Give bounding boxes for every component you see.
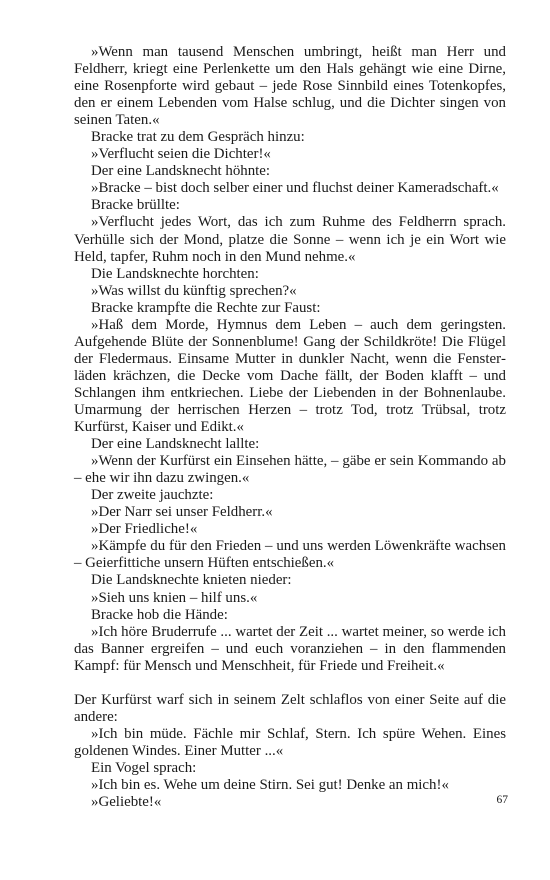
paragraph: Die Landsknechte knieten nieder: [91, 572, 292, 589]
paragraph: »Was willst du künftig sprechen?« [91, 282, 297, 299]
paragraph: Bracke krampfte die Rechte zur Faust: [91, 299, 321, 316]
paragraph: »Wenn der Kurfürst ein Einsehen hätte, – gäbe er sein Kommando ab – ehe wir ihn dazu zwingen.« [74, 453, 506, 487]
paragraph: Der zweite jauchzte: [91, 487, 214, 504]
page-body [74, 44, 506, 811]
paragraph: Die Landsknechte horchten: [91, 265, 259, 282]
paragraph: »Ich höre Bruderrufe ... wartet der Zeit ... wartet meiner, so werde ich das Banner ergreifen – und euch voranziehen – in den flammenden Kampf: für Mensch und Menschheit, für Friede und Freiheit.« [74, 623, 506, 674]
section-break [74, 675, 506, 692]
paragraph: »Kämpfe du für den Frieden – und uns werden Löwenkräfte wachsen – Geierfittiche unsern Hüften entschießen.« [74, 538, 506, 572]
paragraph: Der eine Landsknecht höhnte: [91, 163, 271, 180]
paragraph: »Haß dem Morde, Hymnus dem Leben – auch dem geringsten. Aufgehende Blüte der Sonnenblume! Gang der Schildkröte! Die Flügel der Fledermaus. Einsame Mutter in dunkler Nacht, wenn die Fensterläden krächzen, die Decke vom Dache fällt, der Boden klafft – und Schlangen ihm entkriechen. Liebe der Liebenden in der Bohnenlaube. Umarmung der herrischen Herzen – trotz Tod, trotz Trübsal, trotz Kurfürst, Kaiser und Edikt.« [74, 316, 506, 436]
paragraph: »Ich bin es. Wehe um deine Stirn. Sei gut! Denke an mich!« [91, 776, 449, 793]
paragraph: »Der Narr sei unser Feldherr.« [91, 504, 273, 521]
paragraph: »Sieh uns knien – hilf uns.« [91, 589, 258, 606]
paragraph: Der Kurfürst warf sich in seinem Zelt schlaflos von einer Seite auf die andere: [74, 691, 506, 725]
paragraph: Bracke brüllte: [91, 197, 180, 214]
paragraph: Bracke hob die Hände: [91, 606, 228, 623]
paragraph: Bracke trat zu dem Gespräch hinzu: [91, 129, 305, 146]
paragraph: Der eine Landsknecht lallte: [91, 436, 260, 453]
paragraph: »Bracke – bist doch selber einer und fluchst deiner Kameradschaft.« [91, 180, 499, 197]
paragraph: »Geliebte!« [91, 794, 162, 811]
paragraph: »Ich bin müde. Fächle mir Schlaf, Stern. Ich spüre Wehen. Eines goldenen Windes. Einer Mutter ...« [74, 725, 506, 759]
paragraph: »Verflucht seien die Dichter!« [91, 146, 271, 163]
paragraph: »Wenn man tausend Menschen umbringt, heißt man Herr und Feldherr, kriegt eine Perlenkette um den Hals gehängt wie eine Dirne, eine Rosenpforte wird gebaut – jede Rose Sinnbild eines Totenkopfes, den er einem Lebenden vom Halse schlug, und die Dichter singen von seinen Taten.« [74, 44, 506, 129]
paragraph: Ein Vogel sprach: [91, 759, 197, 776]
page-number: 67 [496, 794, 508, 806]
paragraph: »Der Friedliche!« [91, 521, 198, 538]
paragraph: »Verflucht jedes Wort, das ich zum Ruhme des Feldherrn sprach. Verhülle sich der Mond, platze die Sonne – wenn ich je ein Wort wie Held, tapfer, Ruhm noch in den Mund nehme.« [74, 214, 506, 265]
